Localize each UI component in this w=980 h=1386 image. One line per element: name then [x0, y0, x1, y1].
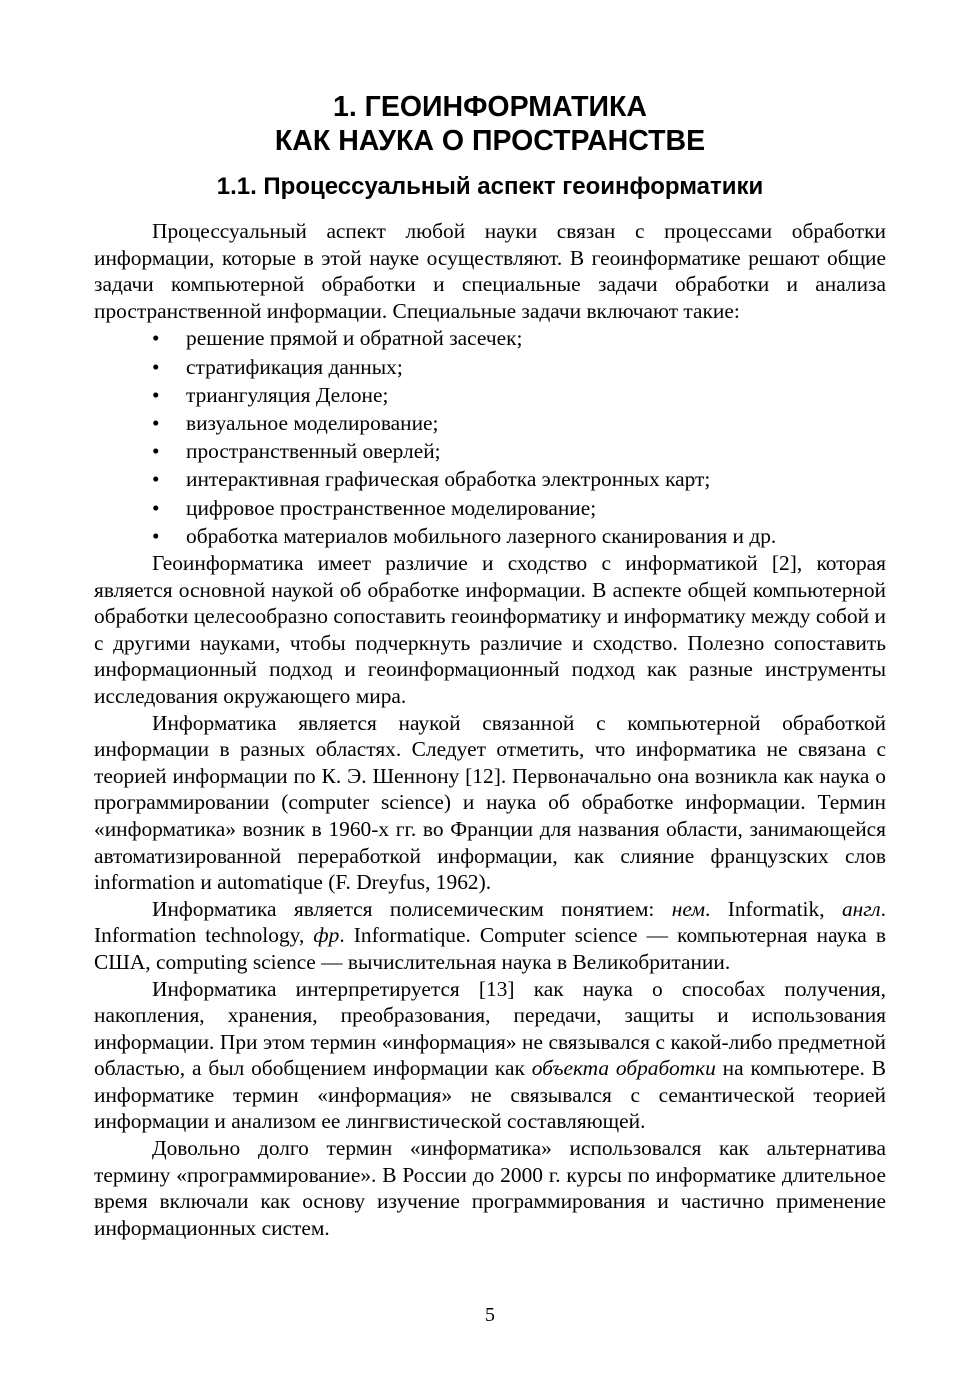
paragraph-2: Геоинформатика имеет различие и сходство с информатикой [2], которая является основной наукой об обработке информации. В аспекте общей компьютерной обработки целесообразно сопоставить геоинформатику и информатику между собой и с другими науками, чтобы подчеркнуть различие и сходство. Полезно сопоставить информационный подход и геоинформационный подход как разные инструменты исследования окружающего мира. — [94, 551, 886, 708]
list-item — [94, 409, 886, 437]
list-item-text: визуальное моделирование; — [186, 410, 439, 435]
list-item — [94, 324, 886, 352]
bullet-icon: • — [152, 382, 160, 407]
paragraph-3: Информатика является наукой связанной с компьютерной обработкой информации в разных областях. Следует отметить, что информатика не связана с теорией информации по К. Э. Шеннону [12]. Первоначально она возникла как наука о программировании (computer science) и наука об обработке информации. Термин «информатика» возник в 1960-х гг. во Франции для названия области, занимающейся автоматизированной переработкой информации, как слияние французских слов information и automatique (F. Dreyfus, 1962). — [94, 710, 886, 895]
lang-abbr-german: нем — [671, 896, 705, 921]
chapter-title-line1: 1. ГЕОИНФОРМАТИКА — [333, 91, 647, 123]
paragraph-6: Довольно долго термин «информатика» использовался как альтернатива термину «программирование». В России до 2000 г. курсы по информатике длительное время включали как основу изучение программирования и частично применение информационных систем. — [94, 1136, 886, 1240]
list-item-text: цифровое пространственное моделирование; — [186, 495, 597, 520]
list-item — [94, 494, 886, 522]
list-item — [94, 465, 886, 493]
list-item — [94, 522, 886, 550]
bullet-icon: • — [152, 354, 160, 379]
list-item — [94, 437, 886, 465]
lang-abbr-french: фр — [313, 923, 340, 948]
bullet-icon: • — [152, 439, 160, 464]
page-number: 5 — [485, 1304, 495, 1326]
paragraph-4 — [94, 896, 886, 976]
list-item-text: решение прямой и обратной засечек; — [186, 326, 523, 351]
bullet-icon: • — [152, 410, 160, 435]
list-item-text: обработка материалов мобильного лазерного сканирования и др. — [186, 523, 777, 548]
document-page — [94, 90, 886, 1241]
p4-text-b: . Informatik, — [704, 896, 842, 921]
paragraph-1: Процессуальный аспект любой науки связан с процессами обработки информации, которые в этой науке осуществляют. В геоинформатике решают общие задачи компьютерной обработки и специальные задачи обработки и анализа пространственной информации. Специальные задачи включают такие: — [94, 219, 886, 323]
list-item-text: интерактивная графическая обработка электронных карт; — [186, 467, 711, 492]
list-item — [94, 381, 886, 409]
list-item — [94, 353, 886, 381]
bullet-icon: • — [152, 495, 160, 520]
paragraph-5 — [94, 976, 886, 1136]
list-item-text: пространственный оверлей; — [186, 439, 441, 464]
lang-abbr-english: англ — [841, 896, 881, 921]
p5-text-b: на компьютере. В информатике термин «информация» не связывался с семантической теорией информации и анализом ее лингвистической составляющей. — [94, 1056, 886, 1134]
task-list — [94, 324, 886, 550]
bullet-icon: • — [152, 523, 160, 548]
p5-text-a: Информатика интерпретируется [13] как наука о способах получения, накопления, хранения, преобразования, передачи, защиты и использования информации. При этом термин «информация» не связывался с какой-либо предметной областью, а был обобщением информации как — [94, 976, 886, 1081]
p4-text-a: Информатика является полисемическим понятием: — [152, 896, 672, 921]
section-title: 1.1. Процессуальный аспект геоинформатики — [216, 173, 764, 200]
bullet-icon: • — [152, 467, 160, 492]
list-item-text: триангуляция Делоне; — [186, 382, 389, 407]
p4-text-d: . Informatique. Computer science — компьютерная наука в США, computing science — вычислительная наука в Великобритании. — [94, 923, 886, 974]
chapter-title — [94, 90, 886, 158]
chapter-title-line2: КАК НАУКА О ПРОСТРАНСТВЕ — [274, 125, 706, 157]
bullet-icon: • — [152, 326, 160, 351]
p4-text-c: . Information technology, — [94, 896, 886, 948]
p5-emphasis: объекта обработки — [531, 1056, 716, 1081]
list-item-text: стратификация данных; — [186, 354, 403, 379]
